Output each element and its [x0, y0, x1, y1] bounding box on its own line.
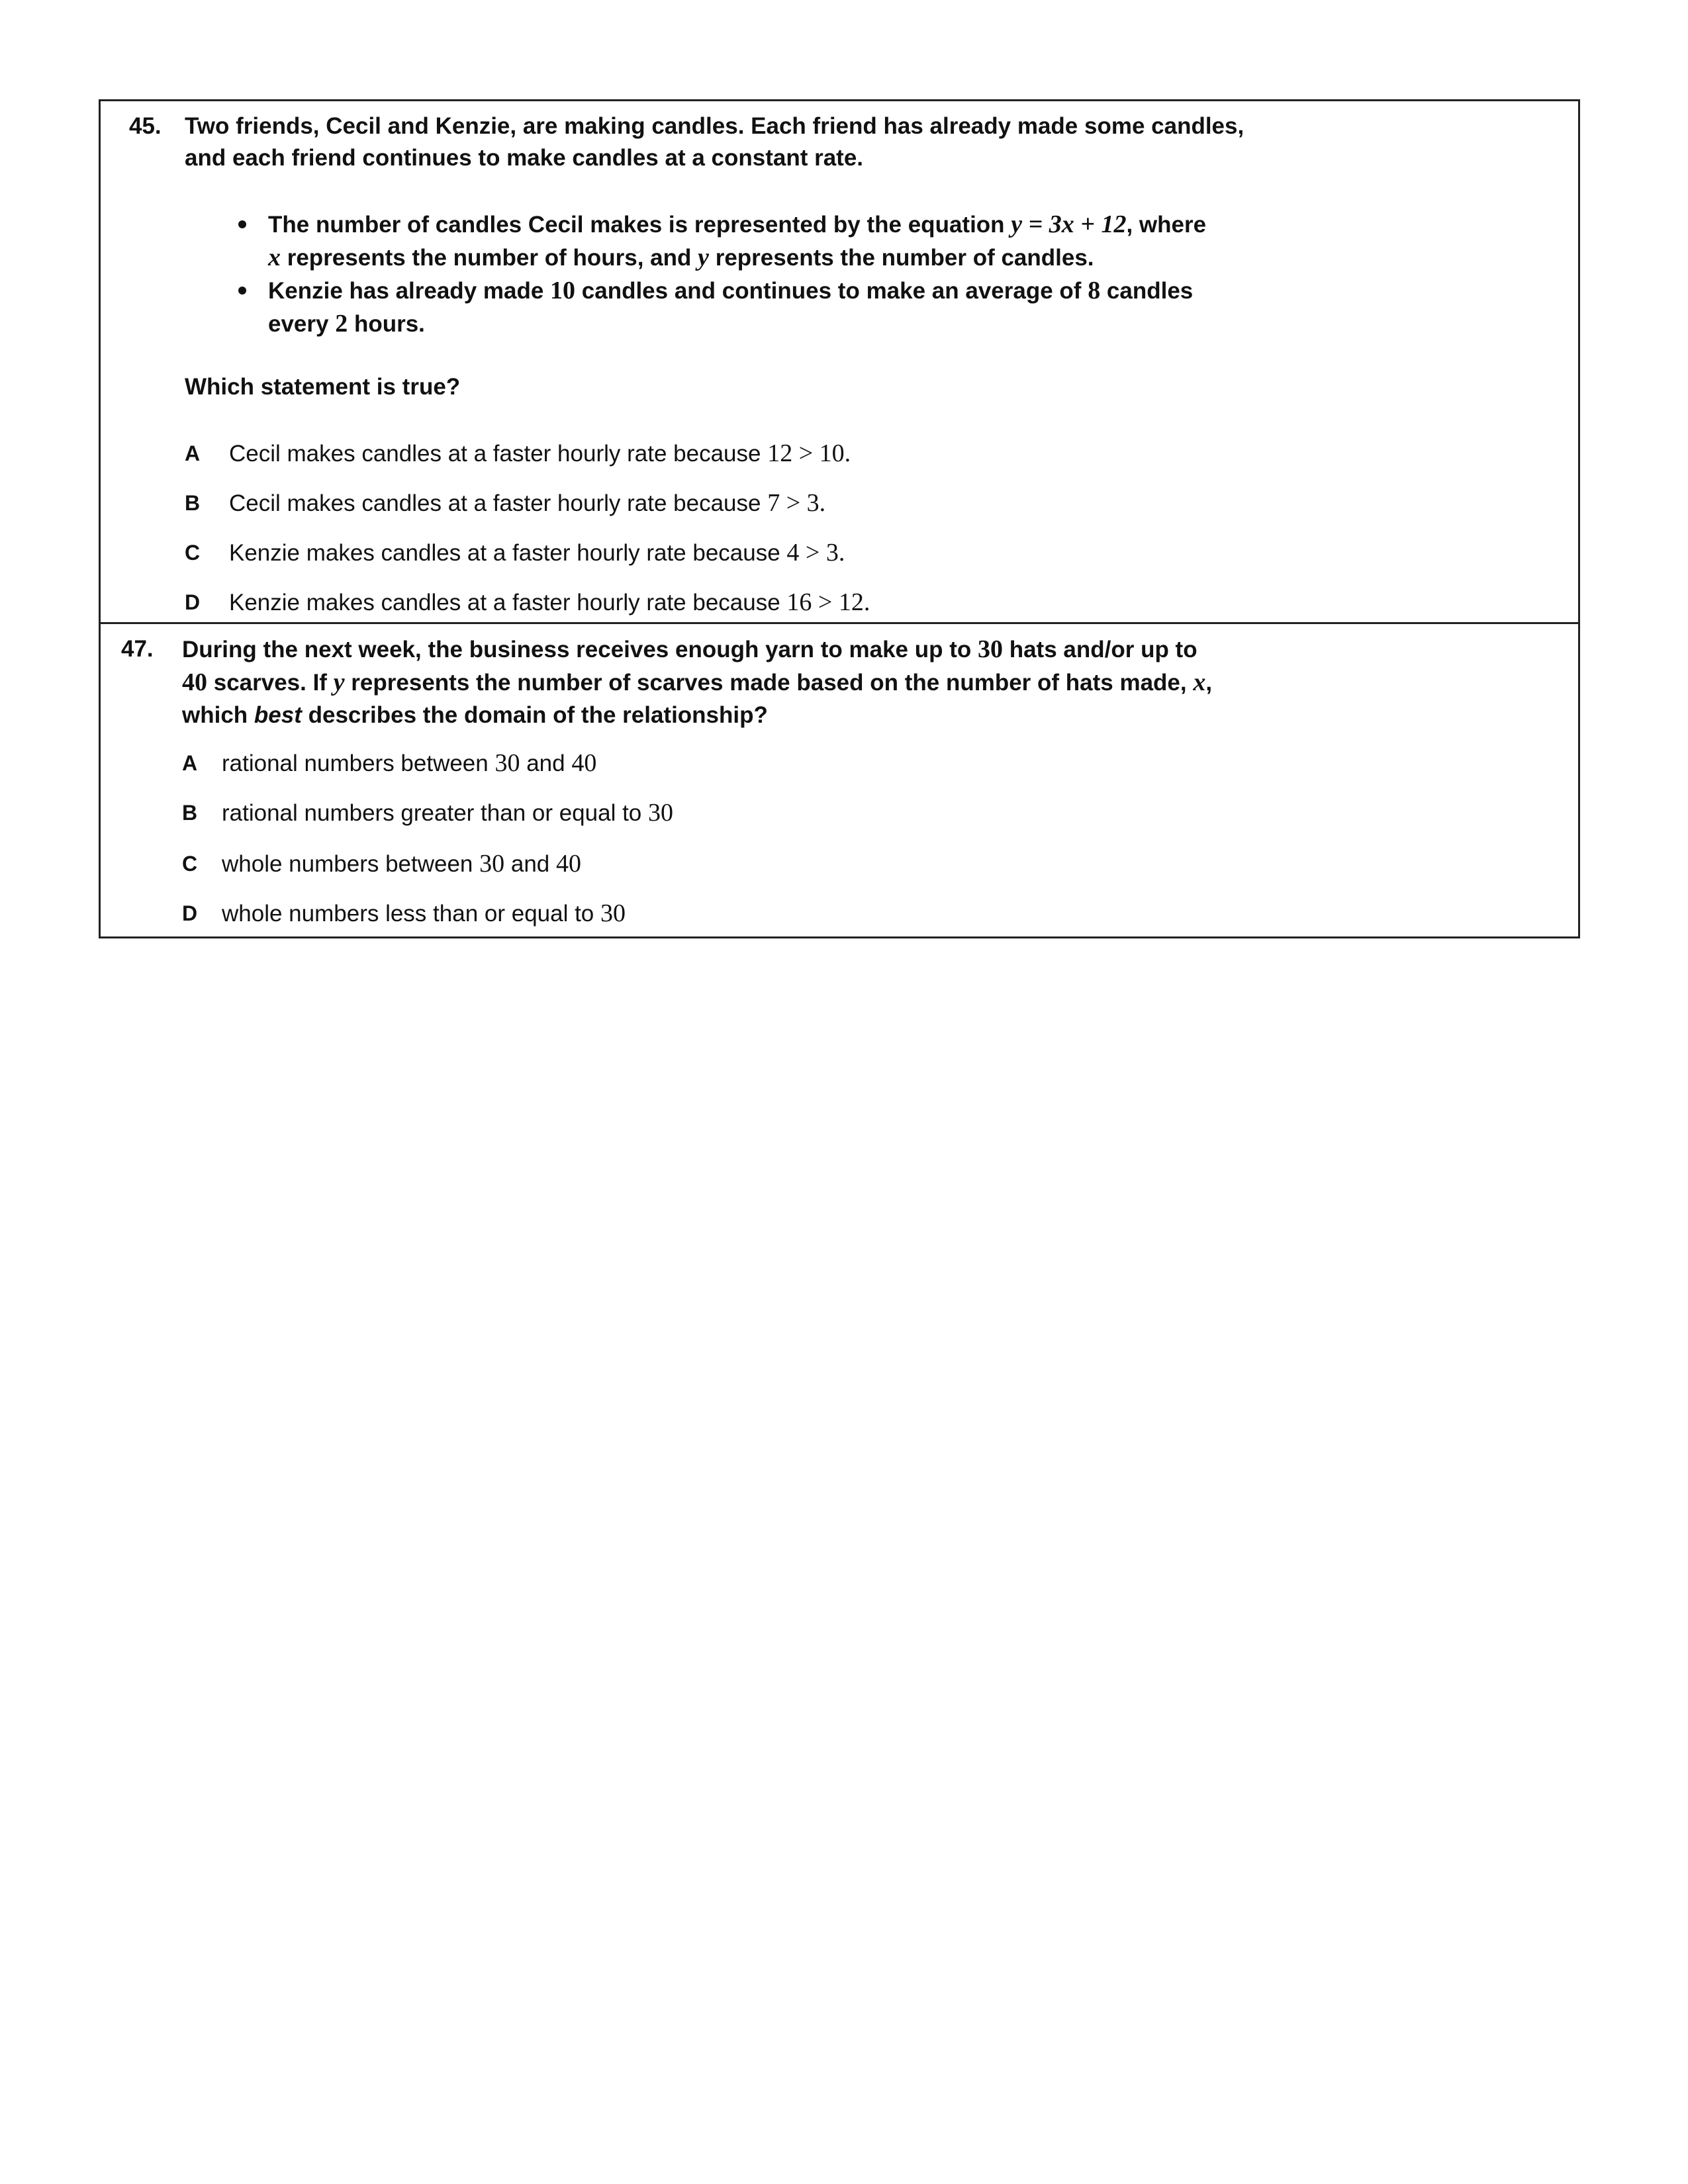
- q45-number: 45.: [129, 113, 162, 139]
- q45-choice-a-letter[interactable]: A: [185, 441, 201, 465]
- q45-choice-c-text[interactable]: Kenzie makes candles at a faster hourly rate because 4 > 3.: [229, 539, 845, 567]
- q45-bullet1-line1: The number of candles Cecil makes is represented by the equation y = 3x + 12, where: [268, 210, 1207, 238]
- q47-stem-line2: 40 scarves. If y represents the number of scarves made based on the number of hats made, x,: [182, 668, 1213, 696]
- q45-choice-b-letter[interactable]: B: [185, 491, 201, 515]
- q45-choice-d-letter[interactable]: D: [185, 590, 201, 614]
- q45-choice-d-text[interactable]: Kenzie makes candles at a faster hourly rate because 16 > 12.: [229, 588, 870, 616]
- q47-choice-b-text[interactable]: rational numbers greater than or equal to 30: [222, 799, 673, 827]
- q45-choice-c-letter[interactable]: C: [185, 541, 201, 565]
- bullet-2-dot: [238, 287, 246, 295]
- question-divider: [99, 622, 1580, 624]
- q47-choice-a-text[interactable]: rational numbers between 30 and 40: [222, 749, 597, 777]
- q45-stem-line1: Two friends, Cecil and Kenzie, are making candles. Each friend has already made some candles,: [185, 113, 1244, 139]
- q45-bullet2-line1: Kenzie has already made 10 candles and continues to make an average of 8 candles: [268, 277, 1194, 304]
- q45-prompt: Which statement is true?: [185, 374, 461, 400]
- q47-choice-d-text[interactable]: whole numbers less than or equal to 30: [222, 899, 626, 927]
- q47-stem-line3: which best describes the domain of the relationship?: [182, 702, 768, 728]
- q45-bullet1-line2: x represents the number of hours, and y represents the number of candles.: [268, 244, 1094, 271]
- bullet-1-dot: [238, 220, 246, 228]
- q47-choice-d-letter[interactable]: D: [182, 901, 198, 925]
- q47-choice-a-letter[interactable]: A: [182, 751, 198, 775]
- q47-choice-b-letter[interactable]: B: [182, 801, 198, 825]
- q45-stem-line2: and each friend continues to make candles at a constant rate.: [185, 145, 864, 171]
- q47-stem-line1: During the next week, the business receives enough yarn to make up to 30 hats and/or up to: [182, 635, 1197, 663]
- q45-choice-b-text[interactable]: Cecil makes candles at a faster hourly rate because 7 > 3.: [229, 489, 826, 517]
- q47-choice-c-text[interactable]: whole numbers between 30 and 40: [222, 850, 581, 878]
- q47-choice-c-letter[interactable]: C: [182, 852, 198, 876]
- q45-bullet2-line2: every 2 hours.: [268, 310, 425, 338]
- cecil-equation: y = 3x + 12: [1011, 210, 1127, 238]
- q45-choice-a-text[interactable]: Cecil makes candles at a faster hourly rate because 12 > 10.: [229, 439, 851, 467]
- q47-number: 47.: [121, 636, 154, 662]
